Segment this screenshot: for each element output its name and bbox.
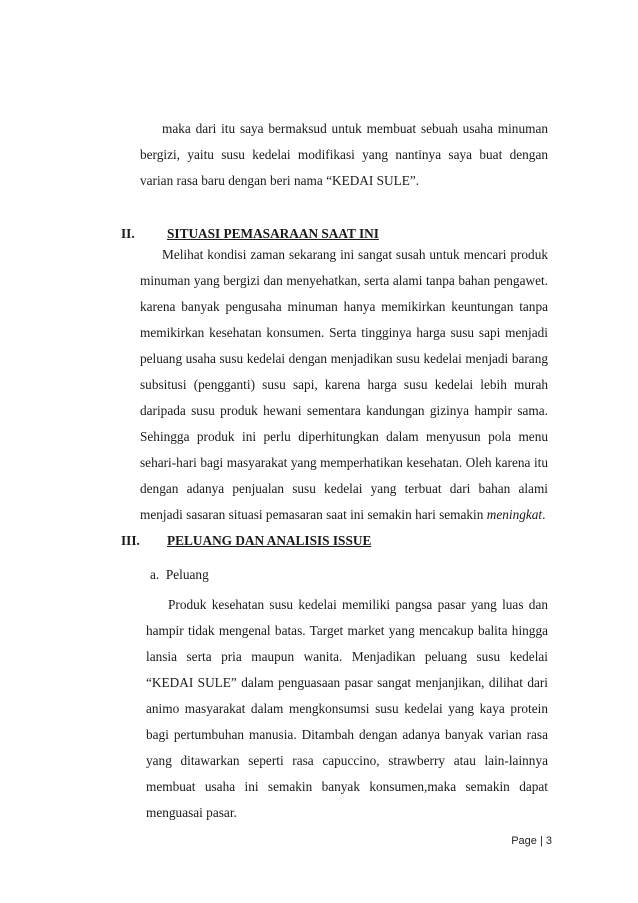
section-title-2: SITUASI PEMASARAAN SAAT INI [167,226,379,241]
section-number-3: III. [121,533,140,548]
section-heading-3 [121,531,541,551]
subsection-a-label: a. Peluang [150,567,209,582]
section-heading-2 [121,224,541,244]
page-number: Page | 3 [511,835,552,847]
section-2-paragraph [140,242,548,528]
section-number-2: II. [121,226,135,241]
subsection-a-paragraph-text: Produk kesehatan susu kedelai memiliki pangsa pasar yang luas dan hampir tidak mengenal batas. Target market yang mencakup balita hingga lansia serta pria maupun wanita. Menjadikan peluang susu kedelai “KEDAI SULE” dalam penguasaan pasar sangat menjanjikan, dilihat dari animo masyarakat dalam mengkonsumsi susu kedelai yang kaya protein bagi pertumbuhan manusia. Ditambah dengan adanya banyak varian rasa yang ditawarkan seperti rasa capuccino, strawberry atau lain-lainnya membuat usaha ini semakin banyak konsumen,maka semakin dapat menguasai pasar. [146,597,548,820]
intro-paragraph-text: maka dari itu saya bermaksud untuk membuat sebuah usaha minuman bergizi, yaitu susu kedelai modifikasi yang nantinya saya buat dengan varian rasa baru dengan beri nama “KEDAI SULE”. [140,121,548,188]
section-title-3: PELUANG DAN ANALISIS ISSUE [167,533,372,548]
subsection-a-paragraph [146,592,548,826]
section-2-paragraph-emphasis: meningkat [486,507,543,522]
intro-paragraph [140,116,548,194]
section-2-paragraph-end: . [542,507,546,522]
section-2-paragraph-text: Melihat kondisi zaman sekarang ini sangat susah untuk mencari produk minuman yang bergizi dan menyehatkan, serta alami tanpa bahan pengawet. karena banyak pengusaha minuman hanya memikirkan keuntungan tanpa memikirkan kesehatan konsumen. Serta tingginya harga susu sapi menjadi peluang usaha susu kedelai dengan menjadikan susu kedelai menjadi barang subsitusi (pengganti) susu sapi, karena harga susu kedelai lebih murah daripada susu produk hewani sementara kandungan gizinya hampir sama. Sehingga produk ini perlu diperhitungkan dalam menyusun pola menu sehari-hari bagi masyarakat yang memperhatikan kesehatan. Oleh karena itu dengan adanya penjualan susu kedelai yang terbuat dari bahan alami menjadi sasaran situasi pemasaran saat ini semakin hari semakin [140,247,548,522]
